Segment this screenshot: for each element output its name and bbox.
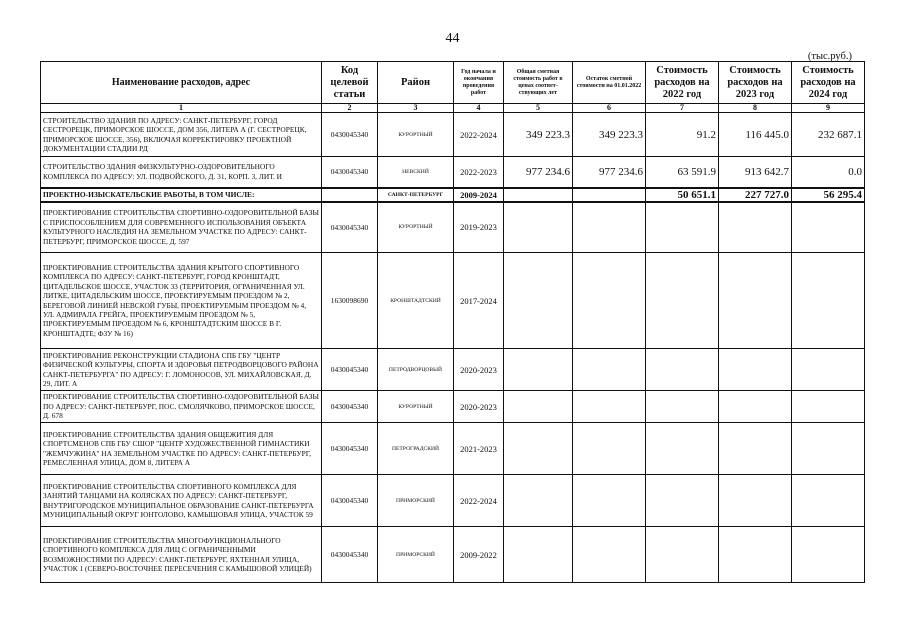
row-cost-2023 — [719, 527, 792, 583]
row-cost-2024: 232 687.1 — [792, 113, 865, 157]
header-period: Год начала и окончания проведения работ — [454, 62, 504, 104]
table-row — [41, 423, 865, 475]
row-cost-2024 — [792, 202, 865, 253]
row-remainder — [573, 391, 646, 423]
row-cost-2022 — [646, 202, 719, 253]
page-number: 44 — [445, 31, 460, 46]
row-cost-2022: 63 591.9 — [646, 157, 719, 188]
row-code: 0430045340 — [322, 527, 378, 583]
column-number: 7 — [646, 104, 719, 113]
table-row — [41, 202, 865, 253]
column-number: 1 — [41, 104, 322, 113]
row-estimate — [504, 202, 573, 253]
row-district: ПРИМОРСКИЙ — [378, 527, 454, 583]
row-cost-2023 — [719, 253, 792, 349]
row-cost-2023 — [719, 202, 792, 253]
row-remainder — [573, 349, 646, 391]
row-district: КУРОРТНЫЙ — [378, 391, 454, 423]
row-cost-2023: 116 445.0 — [719, 113, 792, 157]
row-code: 0430045340 — [322, 391, 378, 423]
row-code: 0430045340 — [322, 202, 378, 253]
row-period: 2020-2023 — [454, 391, 504, 423]
row-cost-2024 — [792, 475, 865, 527]
row-estimate — [504, 391, 573, 423]
table-row — [41, 349, 865, 391]
row-cost-2023 — [719, 391, 792, 423]
column-number: 8 — [719, 104, 792, 113]
row-cost-2023: 913 642.7 — [719, 157, 792, 188]
row-code: 0430045340 — [322, 113, 378, 157]
section-row — [41, 188, 865, 202]
row-name: ПРОЕКТИРОВАНИЕ СТРОИТЕЛЬСТВА СПОРТИВНОГО КОМПЛЕКСА ДЛЯ ЗАНЯТИЙ ТАНЦАМИ НА КОЛЯСКАХ ПО АДРЕСУ: САНКТ-ПЕТЕРБУРГ, ВНУТРИГОРОДСКОЕ МУНИЦИПАЛЬНОЕ ОБРАЗОВАНИЕ САНКТ-ПЕТЕРБУРГА МУНИЦИПАЛЬНЫЙ ОКРУГ ЮНТОЛОВО, КАМЫШОВАЯ УЛИЦА, УЧАСТОК 59 — [41, 475, 322, 527]
row-cost-2023 — [719, 475, 792, 527]
column-number: 6 — [573, 104, 646, 113]
row-cost-2024 — [792, 391, 865, 423]
row-remainder — [573, 423, 646, 475]
header-cost-2022: Стоимость расходов на 2022 год — [646, 62, 719, 104]
row-period: 2022-2024 — [454, 475, 504, 527]
column-number: 5 — [504, 104, 573, 113]
row-period: 2019-2023 — [454, 202, 504, 253]
row-remainder — [573, 202, 646, 253]
row-code: 0430045340 — [322, 475, 378, 527]
row-district: ПРИМОРСКИЙ — [378, 475, 454, 527]
column-number: 3 — [378, 104, 454, 113]
row-name: ПРОЕКТИРОВАНИЕ СТРОИТЕЛЬСТВА ЗДАНИЯ ОБЩЕЖИТИЯ ДЛЯ СПОРТСМЕНОВ СПБ ГБУ СШОР "ЦЕНТР ХУДОЖЕСТВЕННОЙ ГИМНАСТИКИ "ЖЕМЧУЖИНА" НА ЗЕМЕЛЬНОМ УЧАСТКЕ ПО АДРЕСУ: САНКТ-ПЕТЕРБУРГ, РЕМЕСЛЕННАЯ УЛИЦА, ДОМ 8, ЛИТЕРА А — [41, 423, 322, 475]
row-remainder: 977 234.6 — [573, 157, 646, 188]
row-cost-2023 — [719, 349, 792, 391]
row-remainder — [573, 475, 646, 527]
row-name: СТРОИТЕЛЬСТВО ЗДАНИЯ ПО АДРЕСУ: САНКТ-ПЕТЕРБУРГ, ГОРОД СЕСТРОРЕЦК, ПРИМОРСКОЕ ШОССЕ, ДОМ 356, ЛИТЕРА А (Г. СЕСТРОРЕЦК, ПРИМОРСКОЕ ШОССЕ, 356), ВКЛЮЧАЯ КОРРЕКТИРОВКУ ПРОЕКТНОЙ ДОКУМЕНТАЦИИ СТАДИИ РД — [41, 113, 322, 157]
row-cost-2024 — [792, 253, 865, 349]
row-name: ПРОЕКТИРОВАНИЕ РЕКОНСТРУКЦИИ СТАДИОНА СПБ ГБУ "ЦЕНТР ФИЗИЧЕСКОЙ КУЛЬТУРЫ, СПОРТА И ЗДОРОВЬЯ ПЕТРОДВОРЦОВОГО РАЙОНА САНКТ-ПЕТЕРБУРГА" ПО АДРЕСУ: Г. ЛОМОНОСОВ, УЛ. МИХАЙЛОВСКАЯ, Д. 29, ЛИТ. А — [41, 349, 322, 391]
row-name: СТРОИТЕЛЬСТВО ЗДАНИЯ ФИЗКУЛЬТУРНО-ОЗДОРОВИТЕЛЬНОГО КОМПЛЕКСА ПО АДРЕСУ: УЛ. ПОДВОЙСКОГО, Д. 31, КОРП. 3, ЛИТ. И — [41, 157, 322, 188]
row-district: ПЕТРОДВОРЦОВЫЙ — [378, 349, 454, 391]
row-code: 0430045340 — [322, 423, 378, 475]
table-row — [41, 113, 865, 157]
header-cost-2024: Стоимость расходов на 2024 год — [792, 62, 865, 104]
row-period: 2021-2023 — [454, 423, 504, 475]
row-code: 0430045340 — [322, 349, 378, 391]
row-district: НЕВСКИЙ — [378, 157, 454, 188]
row-estimate — [504, 188, 573, 202]
column-number: 2 — [322, 104, 378, 113]
row-cost-2024 — [792, 527, 865, 583]
budget-table — [40, 61, 865, 583]
row-period: 2009-2022 — [454, 527, 504, 583]
row-remainder: 349 223.3 — [573, 113, 646, 157]
row-district: ПЕТРОГРАДСКИЙ — [378, 423, 454, 475]
table-row — [41, 157, 865, 188]
row-period: 2022-2024 — [454, 113, 504, 157]
row-name: ПРОЕКТИРОВАНИЕ СТРОИТЕЛЬСТВА МНОГОФУНКЦИОНАЛЬНОГО СПОРТИВНОГО КОМПЛЕКСА ДЛЯ ЛИЦ С ОГРАНИЧЕННЫМИ ВОЗМОЖНОСТЯМИ ПО АДРЕСУ: САНКТ-ПЕТЕРБУРГ, ЯХТЕННАЯ УЛИЦА, УЧАСТОК 1 (СЕВЕРО-ВОСТОЧНЕЕ ПЕРЕСЕЧЕНИЯ С КАМЫШОВОЙ УЛИЦЕЙ) — [41, 527, 322, 583]
units-label: (тыс.руб.) — [807, 51, 852, 62]
row-period: 2017-2024 — [454, 253, 504, 349]
row-cost-2022 — [646, 349, 719, 391]
section-name: ПРОЕКТНО-ИЗЫСКАТЕЛЬСКИЕ РАБОТЫ, В ТОМ ЧИСЛЕ: — [41, 188, 322, 202]
row-cost-2022 — [646, 527, 719, 583]
row-district: КУРОРТНЫЙ — [378, 113, 454, 157]
row-period: 2020-2023 — [454, 349, 504, 391]
row-name: ПРОЕКТИРОВАНИЕ СТРОИТЕЛЬСТВА ЗДАНИЯ КРЫТОГО СПОРТИВНОГО КОМПЛЕКСА ПО АДРЕСУ: САНКТ-ПЕТЕРБУРГ, ГОРОД КРОНШТАДТ, ЦИТАДЕЛЬСКОЕ ШОССЕ, УЧАСТОК 33 (ТЕРРИТОРИЯ, ОГРАНИЧЕННАЯ УЛ. ЛИТКЕ, ЦИТАДЕЛЬСКИМ ШОССЕ, ПРОЕКТИРУЕМЫМ ПРОЕЗДОМ № 2, БЕРЕГОВОЙ ЛИНИЕЙ НЕВСКОЙ ГУБЫ, ПРОЕКТИРУЕМЫМ ПРОЕЗДОМ № 4, УЛ. АДМИРАЛА ГРЕЙГА, ПРОЕКТИРУЕМЫМ ПРОЕЗДОМ № 5, ПРОЕКТИРУЕМЫМ ПРОЕЗДОМ № 6, КРОНШТАДТСКИМ ШОССЕ В Г. КРОНШТАДТЕ; ФЗУ № 16) — [41, 253, 322, 349]
table-row — [41, 527, 865, 583]
row-cost-2023 — [719, 423, 792, 475]
row-period: 2009-2024 — [454, 188, 504, 202]
header-remainder: Остаток сметной стоимости на 01.01.2022 — [573, 62, 646, 104]
row-district: САНКТ-ПЕТЕРБУРГ — [378, 188, 454, 202]
row-remainder — [573, 253, 646, 349]
row-code: 0430045340 — [322, 157, 378, 188]
row-estimate — [504, 475, 573, 527]
header-row — [41, 62, 865, 104]
row-district: КУРОРТНЫЙ — [378, 202, 454, 253]
row-estimate — [504, 527, 573, 583]
row-cost-2022 — [646, 391, 719, 423]
header-estimate: Общая сметная стоимость работ в ценах соответ-ствующих лет — [504, 62, 573, 104]
table-row — [41, 253, 865, 349]
row-cost-2024 — [792, 423, 865, 475]
row-estimate — [504, 349, 573, 391]
column-number-row — [41, 104, 865, 113]
row-cost-2023: 227 727.0 — [719, 188, 792, 202]
row-remainder — [573, 527, 646, 583]
row-district: КРОНШТАДТСКИЙ — [378, 253, 454, 349]
row-cost-2022: 91.2 — [646, 113, 719, 157]
row-cost-2022 — [646, 253, 719, 349]
row-estimate — [504, 423, 573, 475]
header-name: Наименование расходов, адрес — [41, 62, 322, 104]
table-row — [41, 475, 865, 527]
row-cost-2022 — [646, 475, 719, 527]
row-period: 2022-2023 — [454, 157, 504, 188]
row-estimate — [504, 253, 573, 349]
header-cost-2023: Стоимость расходов на 2023 год — [719, 62, 792, 104]
row-estimate: 977 234.6 — [504, 157, 573, 188]
header-code: Код целевой статьи — [322, 62, 378, 104]
row-cost-2024 — [792, 349, 865, 391]
header-district: Район — [378, 62, 454, 104]
column-number: 9 — [792, 104, 865, 113]
row-name: ПРОЕКТИРОВАНИЕ СТРОИТЕЛЬСТВА СПОРТИВНО-ОЗДОРОВИТЕЛЬНОЙ БАЗЫ С ПРИСПОСОБЛЕНИЕМ ДЛЯ СОВРЕМЕННОГО ИСПОЛЬЗОВАНИЯ ОБЪЕКТА КУЛЬТУРНОГО НАСЛЕДИЯ НА ЗЕМЕЛЬНОМ УЧАСТКЕ ПО АДРЕСУ: САНКТ-ПЕТЕРБУРГ, ПРИМОРСКОЕ ШОССЕ, Д. 597 — [41, 202, 322, 253]
row-cost-2024: 0.0 — [792, 157, 865, 188]
row-code — [322, 188, 378, 202]
column-number: 4 — [454, 104, 504, 113]
row-estimate: 349 223.3 — [504, 113, 573, 157]
row-cost-2022 — [646, 423, 719, 475]
row-remainder — [573, 188, 646, 202]
row-code: 1630098690 — [322, 253, 378, 349]
table-row — [41, 391, 865, 423]
row-name: ПРОЕКТИРОВАНИЕ СТРОИТЕЛЬСТВА СПОРТИВНО-ОЗДОРОВИТЕЛЬНОЙ БАЗЫ ПО АДРЕСУ: САНКТ-ПЕТЕРБУРГ, ПОС. СМОЛЯЧКОВО, ПРИМОРСКОЕ ШОССЕ, Д. 678 — [41, 391, 322, 423]
row-cost-2024: 56 295.4 — [792, 188, 865, 202]
row-cost-2022: 50 651.1 — [646, 188, 719, 202]
